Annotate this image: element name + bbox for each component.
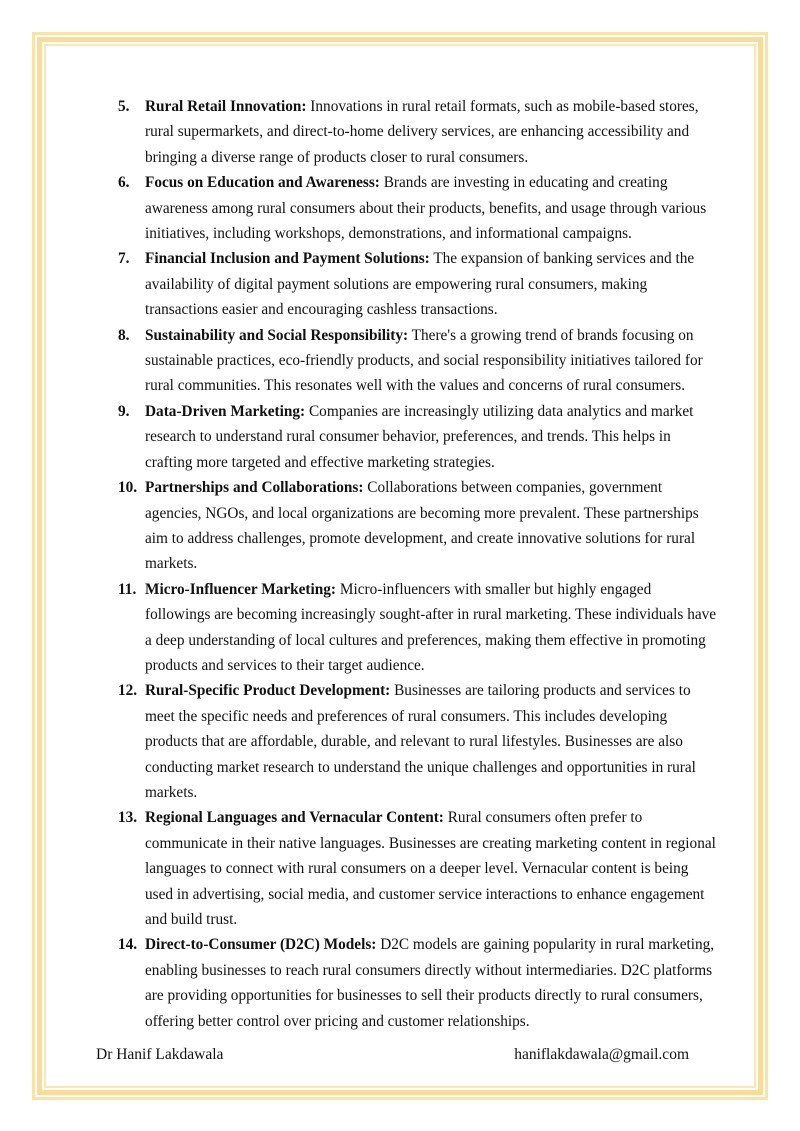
- item-title: Rural-Specific Product Development:: [145, 682, 391, 700]
- item-number: 12.: [118, 682, 138, 700]
- item-number: 11.: [118, 580, 137, 598]
- item-title: Data-Driven Marketing:: [145, 402, 306, 420]
- list-item: [118, 246, 718, 322]
- list-item: [118, 932, 718, 1034]
- item-number: 8.: [118, 326, 130, 344]
- item-text: Businesses are tailoring products and services to meet the specific needs and preferences of rural consumers. This includes developing products that are affordable, durable, and relevant to rural lifestyles. Businesses are also conducting market research to understand the unique challenges and opportunities in rural markets.: [145, 682, 696, 801]
- item-text: Companies are increasingly utilizing data analytics and market research to understand rural consumer behavior, preferences, and trends. This helps in crafting more targeted and effective marketing strategies.: [145, 402, 694, 471]
- item-text: The expansion of banking services and the availability of digital payment solutions are empowering rural consumers, making transactions easier and encouraging cashless transactions.: [145, 250, 695, 319]
- item-number: 6.: [118, 174, 130, 192]
- item-number: 14.: [118, 936, 138, 954]
- item-text: Collaborations between companies, government agencies, NGOs, and local organizations are becoming more prevalent. These partnerships aim to address challenges, promote development, and create innovative solutions for rural markets.: [145, 479, 699, 573]
- item-number: 5.: [118, 98, 130, 115]
- item-text: Brands are investing in educating and creating awareness among rural consumers about their products, benefits, and usage through various initiatives, including workshops, demonstrations, and informational campaigns.: [145, 174, 707, 243]
- item-title: Focus on Education and Awareness:: [145, 174, 380, 192]
- document-body: [118, 94, 718, 1034]
- item-text: Innovations in rural retail formats, such as mobile-based stores, rural supermarkets, and direct-to-home delivery services, are enhancing accessibility and bringing a diverse range of products closer to rural consumers.: [145, 98, 699, 166]
- item-title: Sustainability and Social Responsibility:: [145, 326, 409, 344]
- list-item: [118, 475, 718, 577]
- list-item: [118, 678, 718, 805]
- item-title: Rural Retail Innovation:: [145, 98, 307, 115]
- item-text: D2C models are gaining popularity in rural marketing, enabling businesses to reach rural consumers directly without intermediaries. D2C platforms are providing opportunities for businesses to sell their products directly to rural consumers, offering better control over pricing and customer relationships.: [145, 936, 715, 1030]
- item-text: Rural consumers often prefer to communicate in their native languages. Businesses are creating marketing content in regional languages to connect with rural consumers on a deeper level. Vernacular content is being used in advertising, social media, and customer service interactions to enhance engagement and build trust.: [145, 809, 716, 928]
- item-text: Micro-influencers with smaller but highly engaged followings are becoming increasingly sought-after in rural marketing. These individuals have a deep understanding of local cultures and preferences, making them effective in promoting products and services to their target audience.: [145, 580, 717, 674]
- item-title: Regional Languages and Vernacular Content:: [145, 809, 444, 827]
- item-title: Partnerships and Collaborations:: [145, 479, 364, 497]
- numbered-list: [118, 94, 718, 1034]
- item-title: Direct-to-Consumer (D2C) Models:: [145, 936, 377, 954]
- item-text: There's a growing trend of brands focusing on sustainable practices, eco-friendly products, and social responsibility initiatives tailored for rural communities. This resonates well with the values and concerns of rural consumers.: [145, 326, 703, 395]
- item-number: 13.: [118, 809, 138, 827]
- list-item: [118, 323, 718, 399]
- list-item: [118, 170, 718, 246]
- item-number: 10.: [118, 479, 138, 497]
- list-item: [118, 94, 718, 170]
- footer-email: haniflakdawala@gmail.com: [514, 1046, 689, 1063]
- list-item: [118, 577, 718, 679]
- item-number: 9.: [118, 402, 130, 420]
- item-number: 7.: [118, 250, 130, 268]
- list-item: [118, 805, 718, 932]
- item-title: Micro-Influencer Marketing:: [145, 580, 337, 598]
- item-title: Financial Inclusion and Payment Solutions:: [145, 250, 430, 268]
- footer-author: Dr Hanif Lakdawala: [96, 1046, 224, 1063]
- list-item: [118, 399, 718, 475]
